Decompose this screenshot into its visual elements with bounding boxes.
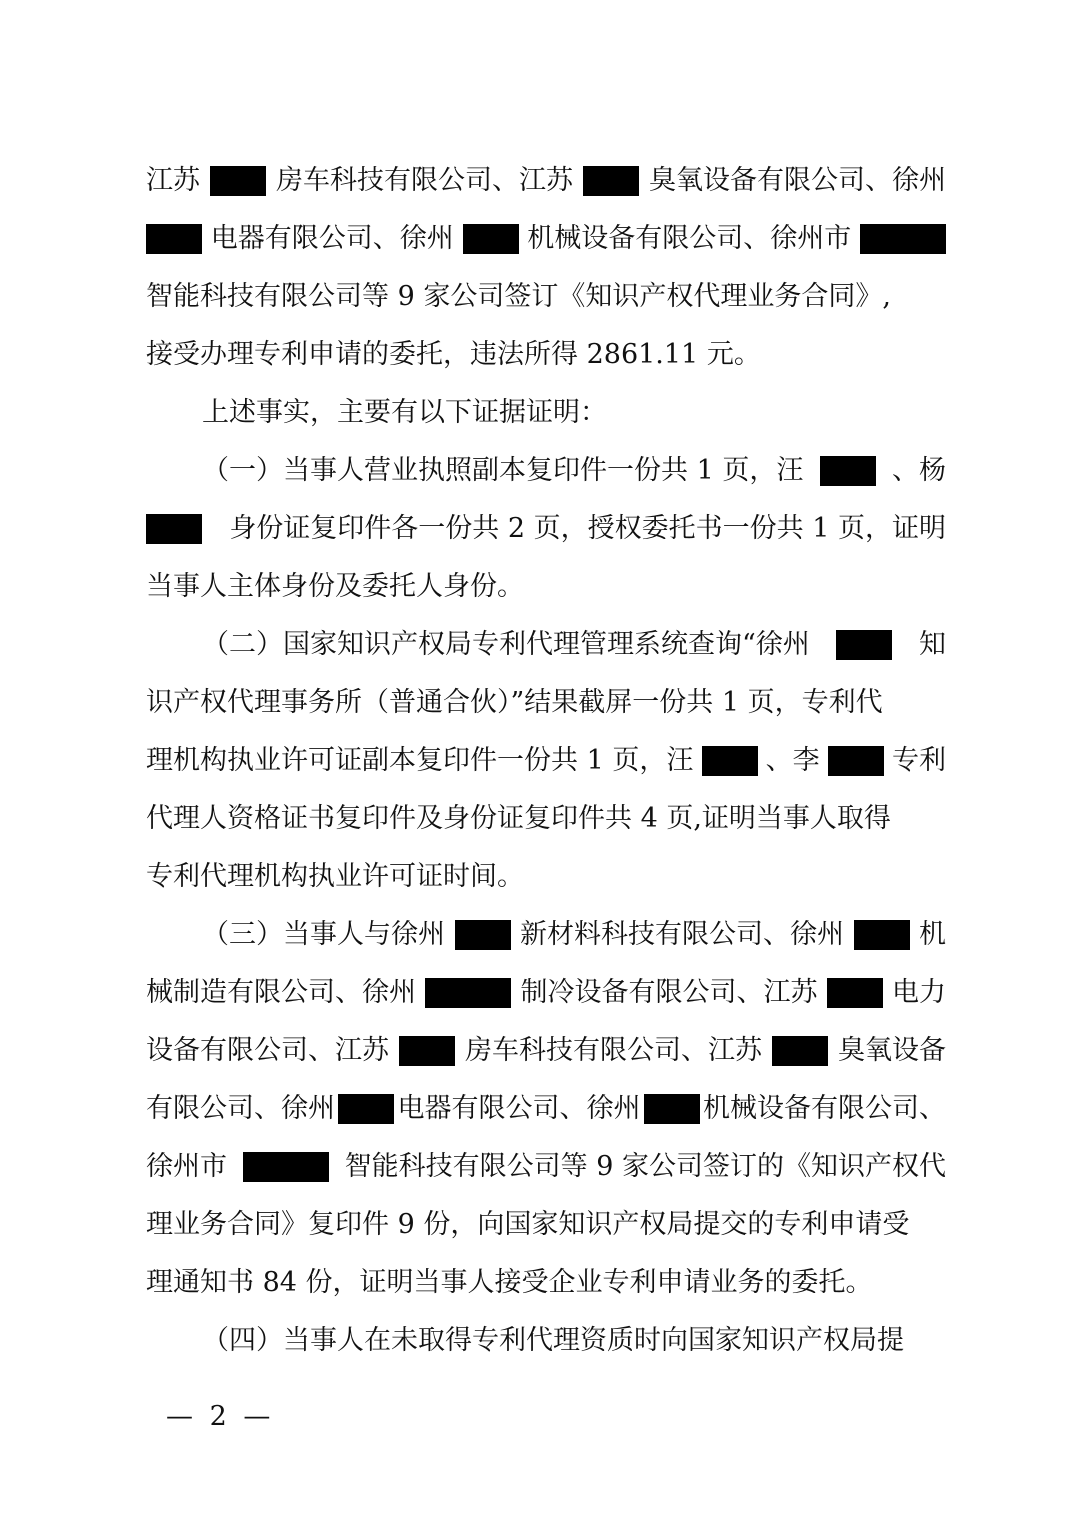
- text-segment: 机: [919, 919, 946, 950]
- text-segment: （二）国家知识产权局专利代理管理系统查询“徐州: [202, 629, 810, 660]
- document-body: [146, 152, 946, 1370]
- redaction-block: [860, 224, 946, 254]
- redaction-block: [243, 1152, 329, 1182]
- text-segment: 专利: [891, 745, 946, 776]
- text-segment: 接受办理专利申请的委托，违法所得 2861.11 元。: [146, 339, 761, 370]
- text-line: [146, 384, 946, 442]
- redaction-block: [399, 1036, 455, 1066]
- text-segment: （四）当事人在未取得专利代理资质时向国家知识产权局提: [202, 1325, 904, 1356]
- redaction-block: [463, 224, 519, 254]
- text-line: [146, 210, 946, 268]
- text-segment: 江苏: [146, 165, 200, 196]
- text-line: [146, 674, 946, 732]
- text-line: [146, 1138, 946, 1196]
- text-segment: 有限公司、徐州: [146, 1093, 335, 1124]
- text-line: [146, 616, 946, 674]
- text-segment: 身份证复印件各一份共 2 页，授权委托书一份共 1 页，证明: [229, 513, 946, 544]
- text-segment: 电力: [892, 977, 946, 1008]
- text-segment: 机械设备有限公司、: [703, 1093, 946, 1124]
- text-line: [146, 442, 946, 500]
- redaction-block: [210, 166, 266, 196]
- text-line: [146, 326, 946, 384]
- text-line: [146, 1312, 946, 1370]
- text-segment: 制冷设备有限公司、江苏: [520, 977, 818, 1008]
- text-line: [146, 790, 946, 848]
- text-line: [146, 732, 946, 790]
- text-segment: 代理人资格证书复印件及身份证复印件共 4 页,证明当事人取得: [146, 803, 891, 834]
- text-segment: 房车科技有限公司、江苏: [465, 1035, 762, 1066]
- redaction-block: [583, 166, 639, 196]
- text-segment: 上述事实，主要有以下证据证明：: [202, 397, 607, 428]
- text-segment: 理机构执业许可证副本复印件一份共 1 页，汪: [146, 745, 694, 776]
- text-line: [146, 848, 946, 906]
- text-segment: 电器有限公司、徐州: [210, 223, 454, 254]
- text-segment: 、李: [765, 745, 820, 776]
- text-segment: 房车科技有限公司、江苏: [276, 165, 573, 196]
- text-segment: 、杨: [892, 455, 946, 486]
- text-segment: 臭氧设备有限公司、徐州: [649, 165, 946, 196]
- redaction-block: [836, 630, 892, 660]
- page-number: — 2 —: [166, 1401, 275, 1432]
- text-line: [146, 1254, 946, 1312]
- text-line: [146, 558, 946, 616]
- text-line: [146, 152, 946, 210]
- redaction-block: [854, 920, 910, 950]
- redaction-block: [772, 1036, 828, 1066]
- text-segment: 新材料科技有限公司、徐州: [520, 919, 844, 950]
- text-segment: 电器有限公司、徐州: [397, 1093, 641, 1124]
- redaction-block: [338, 1094, 394, 1124]
- redaction-block: [828, 746, 884, 776]
- text-segment: 理业务合同》复印件 9 份，向国家知识产权局提交的专利申请受: [146, 1209, 910, 1240]
- redaction-block: [425, 978, 511, 1008]
- text-segment: （一）当事人营业执照副本复印件一份共 1 页，汪: [202, 455, 804, 486]
- text-segment: 专利代理机构执业许可证时间。: [146, 861, 524, 892]
- text-segment: （三）当事人与徐州: [202, 919, 445, 950]
- text-line: [146, 906, 946, 964]
- text-line: [146, 1196, 946, 1254]
- redaction-block: [455, 920, 511, 950]
- text-segment: 智能科技有限公司等 9 家公司签订的《知识产权代: [344, 1151, 946, 1182]
- text-segment: 知: [919, 629, 946, 660]
- text-line: [146, 1022, 946, 1080]
- redaction-block: [820, 456, 876, 486]
- text-segment: 臭氧设备: [838, 1035, 946, 1066]
- text-line: [146, 268, 946, 326]
- redaction-block: [146, 224, 202, 254]
- text-segment: 械制造有限公司、徐州: [146, 977, 416, 1008]
- redaction-block: [146, 514, 202, 544]
- text-line: [146, 500, 946, 558]
- text-segment: 识产权代理事务所（普通合伙）”结果截屏一份共 1 页，专利代: [146, 687, 883, 718]
- text-segment: 机械设备有限公司、徐州市: [527, 223, 852, 254]
- text-segment: 当事人主体身份及委托人身份。: [146, 571, 524, 602]
- text-line: [146, 1080, 946, 1138]
- text-line: [146, 964, 946, 1022]
- text-segment: 徐州市: [146, 1151, 227, 1182]
- redaction-block: [644, 1094, 700, 1124]
- text-segment: 理通知书 84 份，证明当事人接受企业专利申请业务的委托。: [146, 1267, 873, 1298]
- text-segment: 智能科技有限公司等 9 家公司签订《知识产权代理业务合同》,: [146, 281, 891, 312]
- text-segment: 设备有限公司、江苏: [146, 1035, 389, 1066]
- redaction-block: [827, 978, 883, 1008]
- redaction-block: [702, 746, 758, 776]
